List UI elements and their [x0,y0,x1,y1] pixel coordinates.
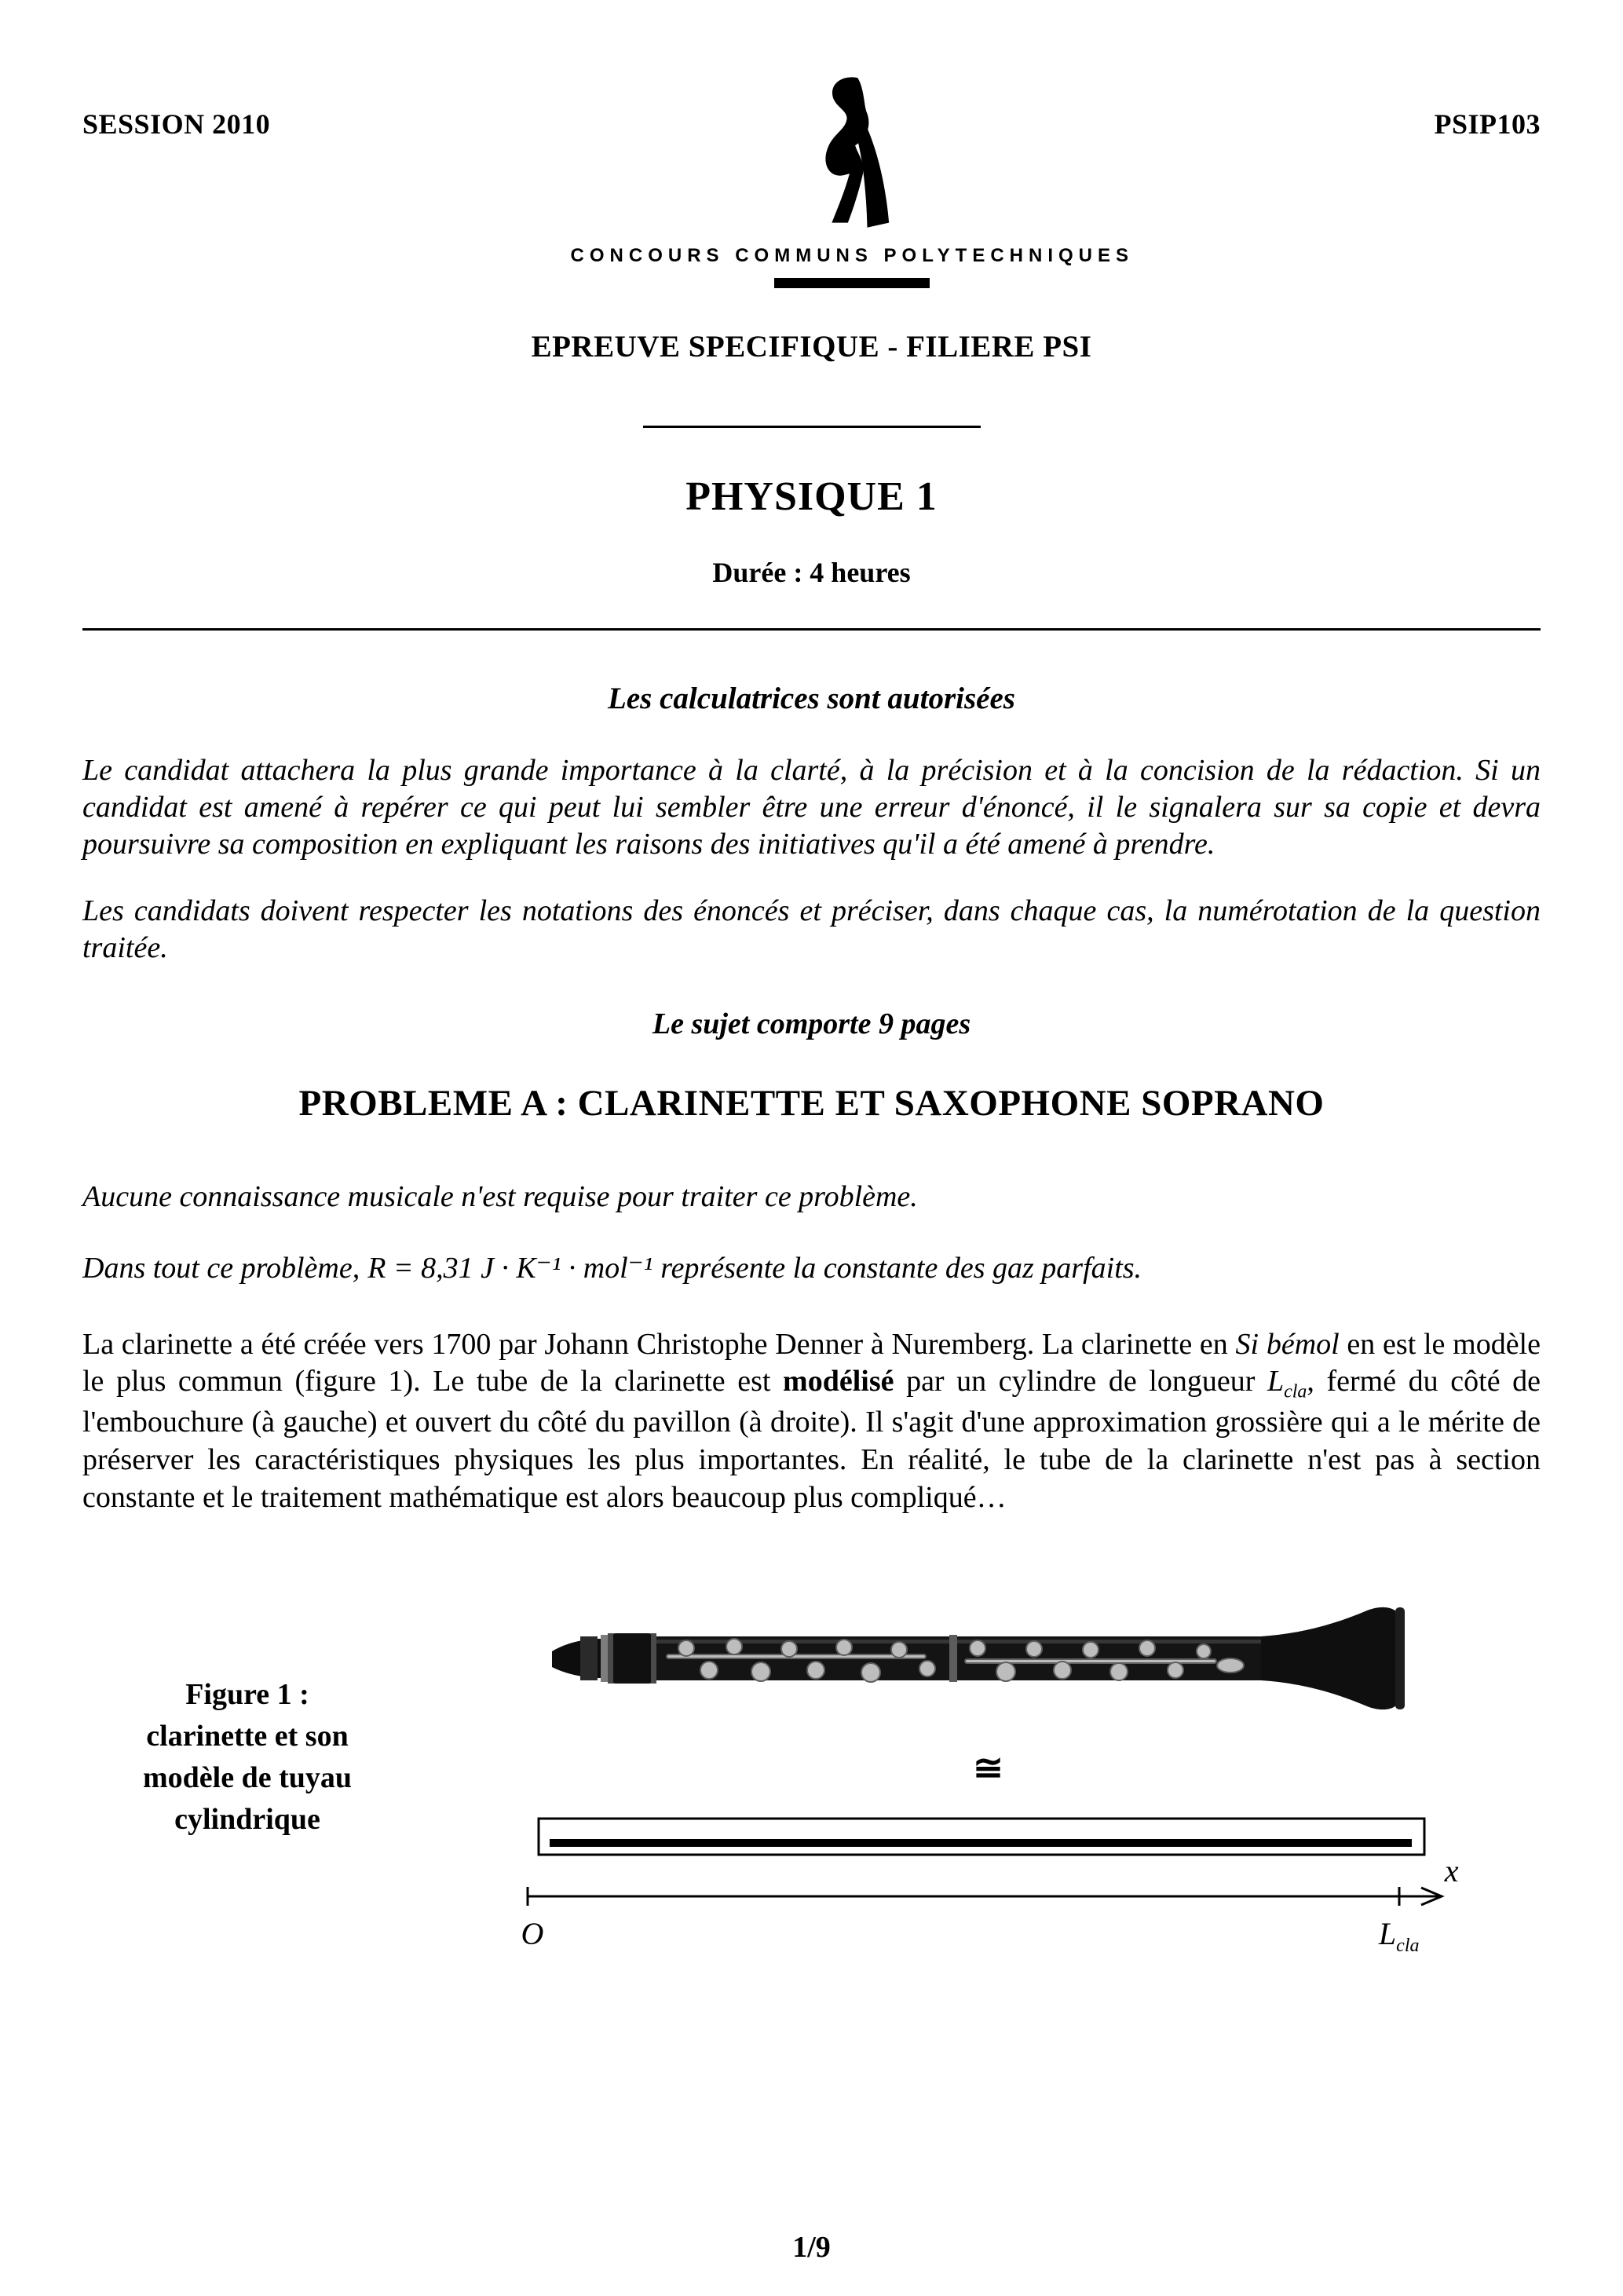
subject-title: PHYSIQUE 1 [685,474,938,519]
instructions-paragraph-1: Le candidat attachera la plus grande importance à la clarté, à la précision et à la concision de la rédaction. Si un candidat est amené à repérer ce qui peut lui sembler être une erreur d'énoncé, il le signalera sur sa copie et devra poursuivre sa composition en expliquant les raisons des initiatives qu'il a été amené à prendre. [82,754,1541,861]
calculators-note: Les calculatrices sont autorisées [608,682,1015,715]
musical-note: Aucune connaissance musicale n'est requise pour traiter ce problème. [82,1179,918,1213]
page-number: 1/9 [792,2231,831,2264]
figure-caption [82,1674,412,1841]
exam-title: EPREUVE SPECIFIQUE - FILIERE PSI [531,330,1092,364]
page-header [82,75,1541,288]
duration-label: Durée : 4 heures [712,557,911,588]
figure-caption-line: clarinette et son [146,1720,349,1753]
session-label: SESSION 2010 [82,108,271,140]
instructions-paragraph-2: Les candidats doivent respecter les notations des énoncés et préciser, dans chaque cas, la numérotation de la question traitée. [82,894,1541,965]
figure-caption-line: cylindrique [174,1803,320,1837]
constant-prefix: Dans tout ce problème, [82,1251,360,1285]
L-cla-symbol: $L_{cla}$ [1267,1365,1307,1403]
figure-1 [82,1600,1541,1957]
pages-note: Le sujet comporte 9 pages [652,1007,971,1040]
logo-caption: CONCOURS COMMUNS POLYTECHNIQUES [570,245,1135,266]
divider-short [643,426,981,428]
clarinet-photo [541,1600,1436,1717]
gas-constant-formula: R = 8,31 J · K⁻¹ · mol⁻¹ [367,1251,653,1285]
modelise-bold: modélisé [783,1365,894,1398]
figure-caption-line: Figure 1 : [185,1677,309,1711]
figure-content [412,1600,1541,1957]
axis-x-label: x [1444,1852,1459,1888]
figure-caption-line: modèle de tuyau [143,1761,352,1795]
axis-origin-label: O [521,1915,544,1951]
axis-end-label: $L_{cla}$ [1378,1915,1420,1956]
constant-suffix: représente la constante des gaz parfaits. [660,1251,1142,1285]
axis-line [521,1879,1456,1910]
approx-equal-symbol: ≅ [973,1747,1003,1788]
axis-labels [521,1915,1456,1957]
intro-paragraph: La clarinette a été créée vers 1700 par Johann Christophe Denner à Nuremberg. La clarinette en Si bémol en est le modèle le plus commun (figure 1). Le tube de la clarinette est modélisé par un cylindre de longueur $L_{cla}$, fermé du côté de l'embouchure (à gauche) et ouvert du côté du pavillon (à droite). Il s'agit d'une approximation grossière qui a le mérite de préserver les caractéristiques physiques les plus importantes. En réalité, le tube de la clarinette n'est pas à section constante et le traitement mathématique est alors beaucoup plus compliqué… [82,1327,1541,1514]
constant-note [82,1250,1541,1285]
si-bemol-italic: Si bémol [1235,1327,1340,1361]
divider-full [82,628,1541,631]
problem-title: PROBLEME A : CLARINETTE ET SAXOPHONE SOPRANO [298,1082,1325,1124]
subject-code: PSIP103 [1434,108,1541,140]
x-axis [521,1852,1459,1957]
ccp-logo-icon [805,75,899,236]
ccp-logo-block [571,75,1134,288]
logo-bar [774,278,930,288]
cylinder-model-drawing [537,1816,1440,1857]
